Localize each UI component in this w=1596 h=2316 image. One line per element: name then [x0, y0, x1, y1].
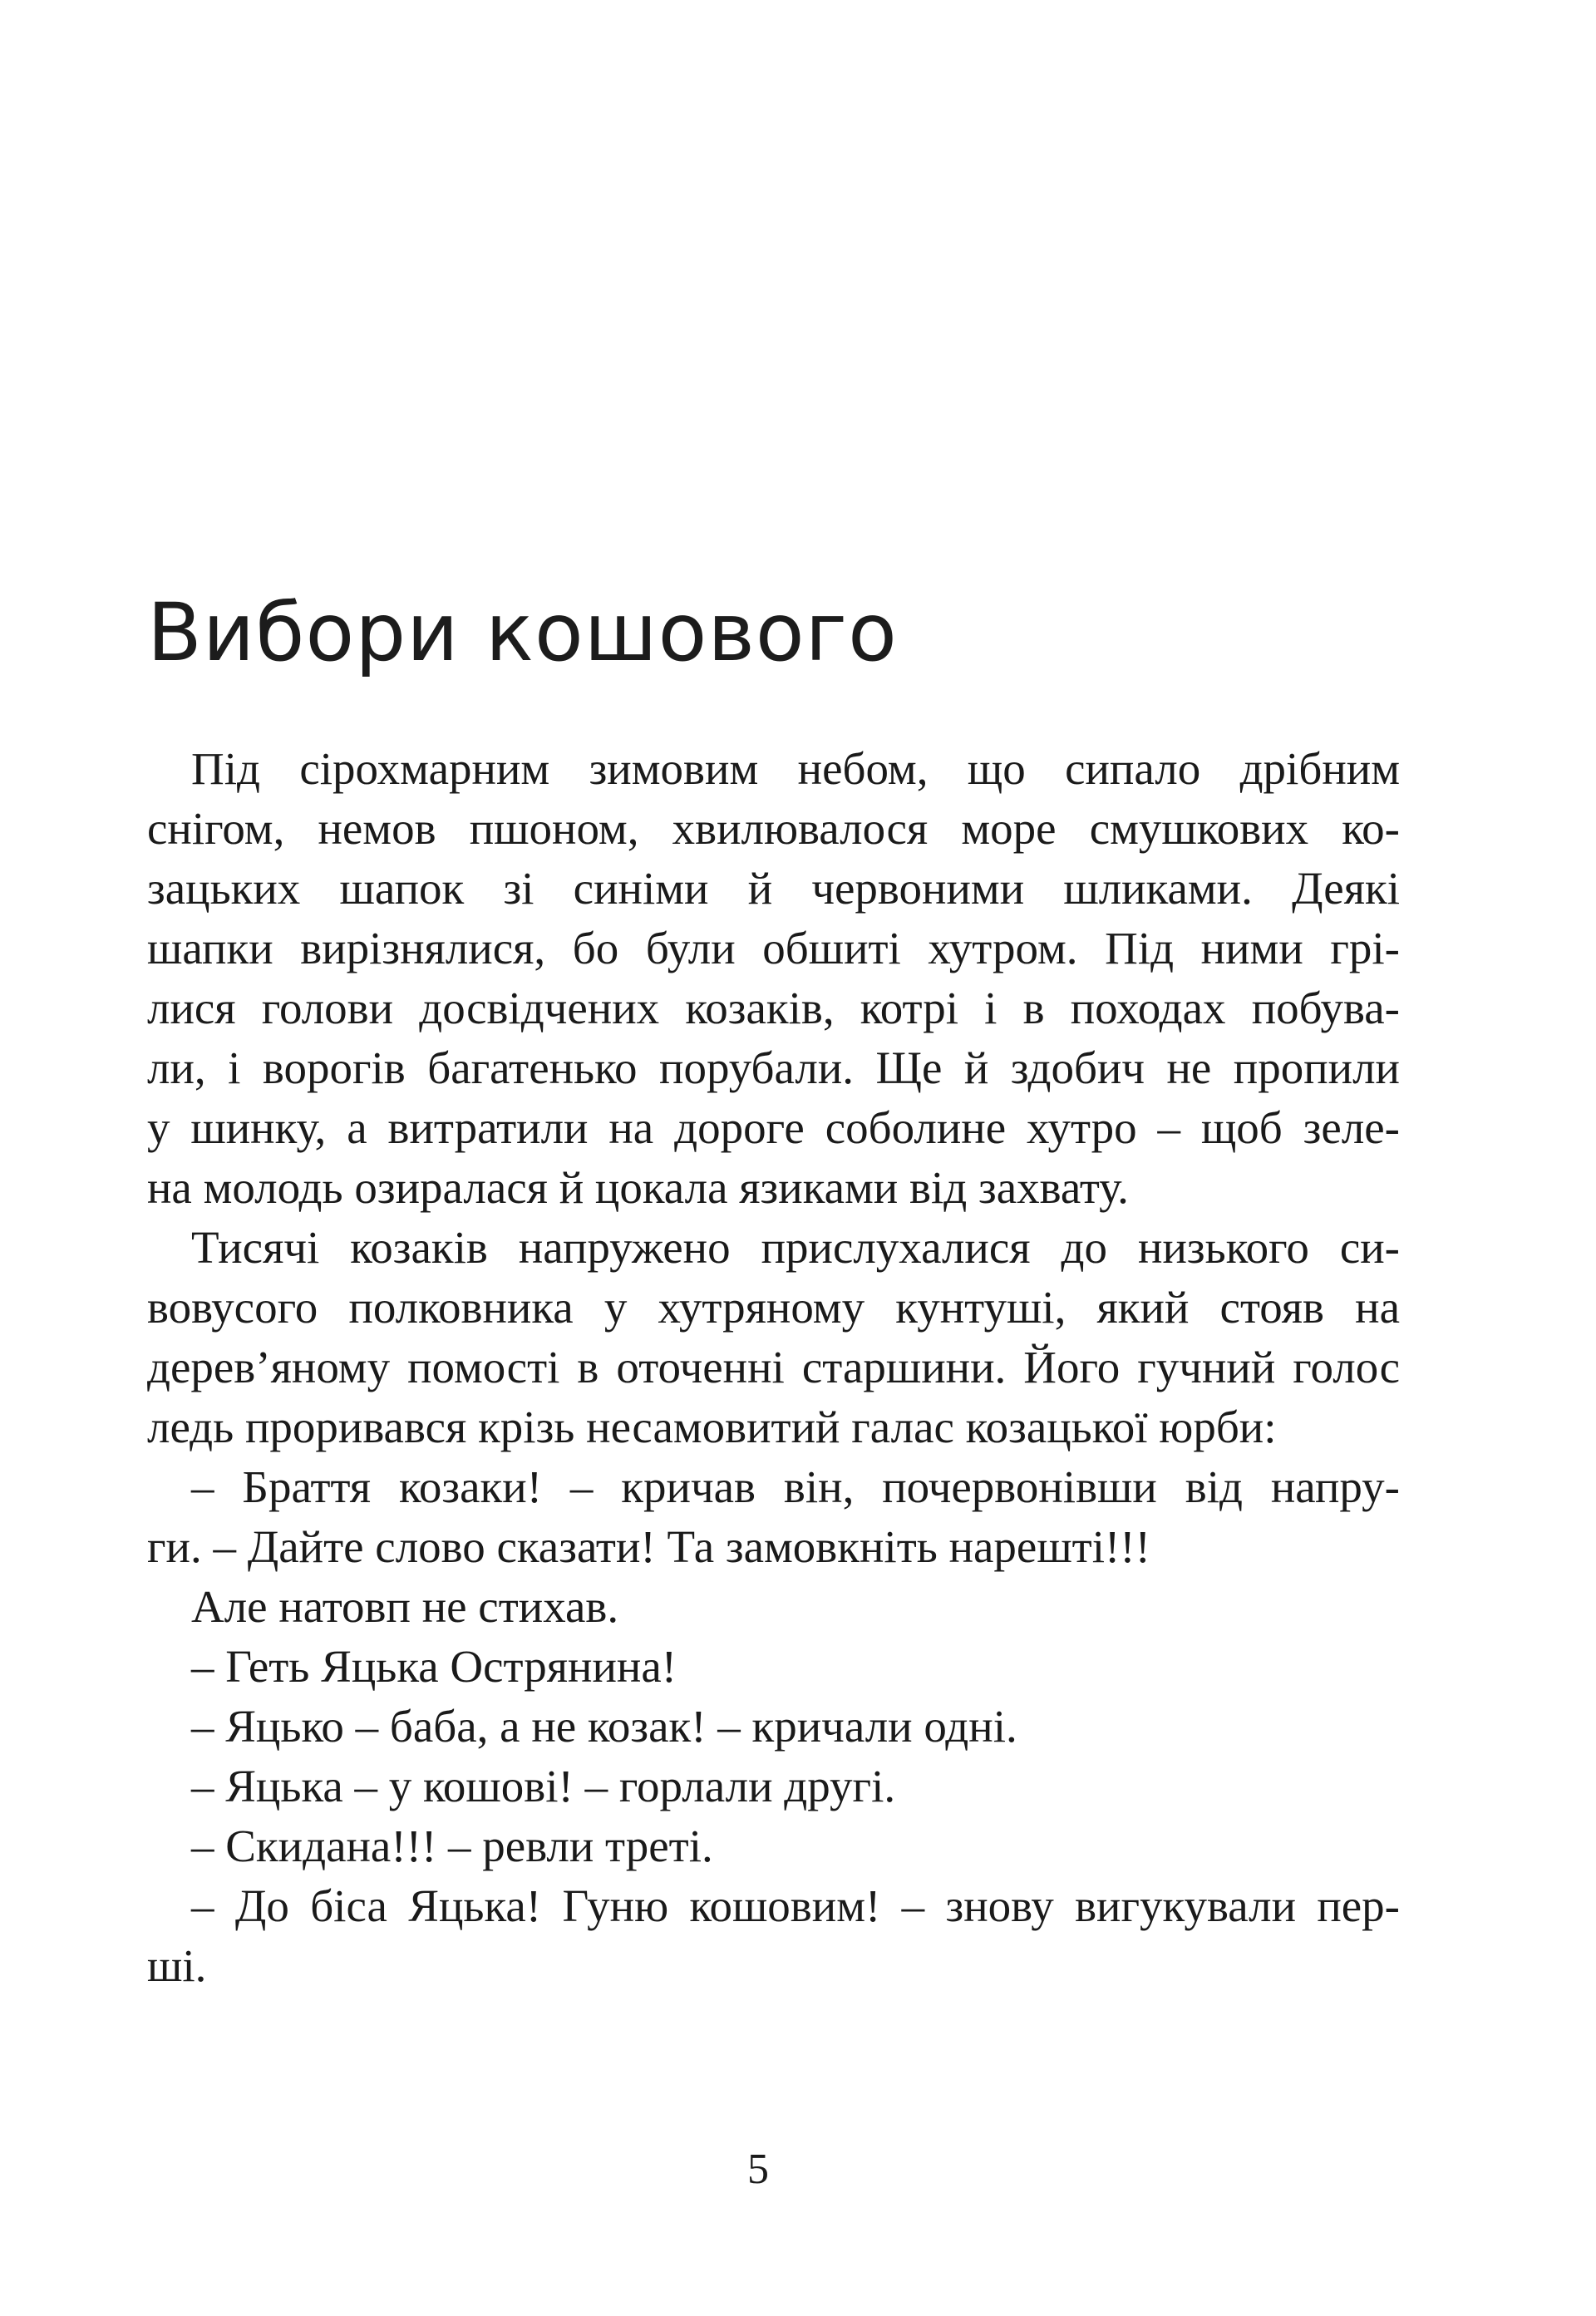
text-line: лися голови досвідчених козаків, котрі і в походах побува-: [147, 983, 1400, 1033]
page-number: 5: [747, 2146, 769, 2193]
text-line: Під сірохмарним зимовим небом, що сипало дрібним: [191, 743, 1400, 794]
body-text: [147, 739, 1400, 1996]
text-line: у шинку, а витратили на дороге соболине хутро – щоб зеле-: [147, 1102, 1400, 1153]
text-line: ги. – Дайте слово сказати! Та замовкніть нарешті!!!: [147, 1521, 1150, 1572]
text-line: Тисячі козаків напружено прислухалися до низького си-: [191, 1222, 1400, 1273]
text-line: шапки вирізнялися, бо були обшиті хутром. Під ними грі-: [147, 923, 1400, 973]
text-line: – Геть Яцька Острянина!: [191, 1641, 677, 1692]
text-line: ші.: [147, 1940, 207, 1991]
text-line: – Яцька – у кошові! – горлали другі.: [191, 1761, 896, 1811]
text-line: зацьких шапок зі синіми й червоними шликами. Деякі: [147, 863, 1400, 914]
text-line: – Яцько – баба, а не козак! – кричали одні.: [191, 1701, 1017, 1752]
text-line: ледь проривався крізь несамовитий галас козацької юрби:: [147, 1402, 1277, 1452]
text-line: – До біса Яцька! Гуню кошовим! – знову вигукували пер-: [191, 1880, 1400, 1931]
text-line: Але натовп не стихав.: [191, 1581, 619, 1632]
text-line: дерев’яному помості в оточенні старшини. Його гучний голос: [147, 1342, 1400, 1392]
text-line: вовусого полковника у хутряному кунтуші, який стояв на: [147, 1282, 1400, 1333]
chapter-title: Вибори кошового: [147, 586, 898, 679]
text-line: на молодь озиралася й цокала язиками від захвату.: [147, 1162, 1129, 1213]
text-line: снігом, немов пшоном, хвилювалося море смушкових ко-: [147, 803, 1400, 854]
text-line: ли, і ворогів багатенько порубали. Ще й здобич не пропили: [147, 1042, 1400, 1093]
text-line: – Браття козаки! – кричав він, почервонівши від напру-: [191, 1461, 1400, 1512]
text-line: – Скидана!!! – ревли треті.: [191, 1821, 713, 1871]
